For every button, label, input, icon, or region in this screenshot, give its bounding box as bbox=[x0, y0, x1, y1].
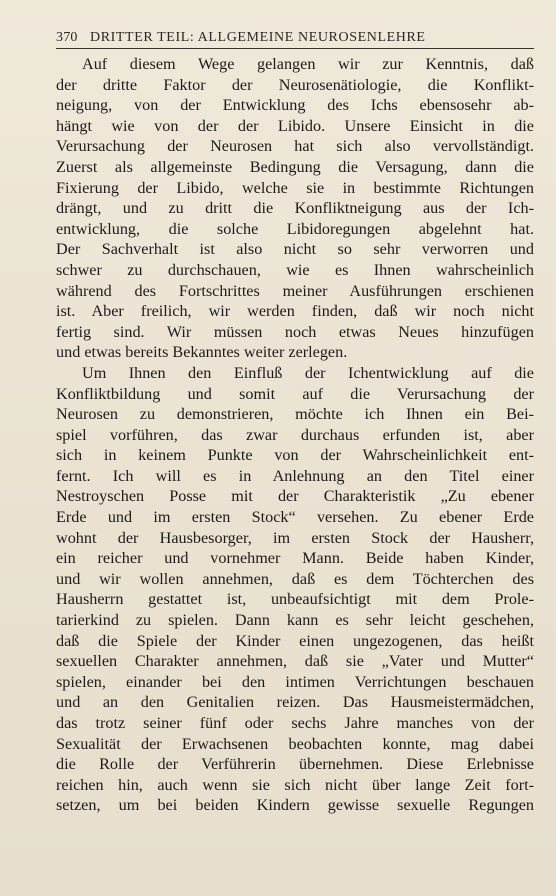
text-line: Neurosen zu demonstrieren, möchte ich Ihnen ein Bei- bbox=[56, 405, 534, 424]
header-rule bbox=[56, 48, 534, 49]
text-line: und etwas bereits Bekanntes weiter zerlegen. bbox=[56, 343, 348, 362]
text-line: während des Fortschrittes meiner Ausführungen erschienen bbox=[56, 281, 534, 300]
text-line: wohnt der Hausbesorger, im ersten Stock der Hausherr, bbox=[56, 528, 534, 547]
text-line: daß die Spiele der Kinder einen ungezogenen, das heißt bbox=[56, 631, 534, 650]
text-line: Erde und im ersten Stock“ versehen. Zu ebener Erde bbox=[56, 508, 534, 527]
page-header bbox=[56, 30, 532, 46]
text-line: sexuellen Charakter annehmen, daß sie „Vater und Mutter“ bbox=[56, 652, 534, 671]
text-line: und wir wollen annehmen, daß es dem Töchterchen des bbox=[56, 569, 534, 588]
text-line: ein reicher und vornehmer Mann. Beide haben Kinder, bbox=[56, 549, 534, 568]
text-line: spielen, einander bei den intimen Verrichtungen beschauen bbox=[56, 672, 534, 691]
text-line: Auf diesem Wege gelangen wir zur Kenntnis, daß bbox=[82, 55, 534, 73]
text-line: reichen hin, auch wenn sie sich nicht über lange Zeit fort- bbox=[56, 775, 534, 794]
text-line: Um Ihnen den Einfluß der Ichentwicklung auf die bbox=[82, 363, 534, 382]
text-line: die Rolle der Verführerin übernehmen. Diese Erlebnisse bbox=[56, 755, 534, 774]
text-line: Der Sachverhalt ist also nicht so sehr verworren und bbox=[56, 240, 534, 259]
text-line: sich in keinem Punkte von der Wahrscheinlichkeit ent- bbox=[56, 446, 534, 465]
text-line: ist. Aber freilich, wir werden finden, daß wir noch nicht bbox=[56, 302, 534, 321]
page-number: 370 bbox=[56, 30, 78, 45]
body-text bbox=[56, 54, 534, 816]
text-line: setzen, um bei beiden Kindern gewisse sexuelle Regungen bbox=[56, 796, 534, 815]
text-line: der dritte Faktor der Neurosenätiologie, die Konflikt- bbox=[56, 75, 534, 94]
text-line: hängt wie von der der Libido. Unsere Einsicht in die bbox=[56, 116, 534, 135]
text-line: fernt. Ich will es in Anlehnung an den Titel einer bbox=[56, 466, 534, 485]
text-line: neigung, von der Entwicklung des Ichs ebensosehr ab- bbox=[56, 96, 534, 115]
text-line: das trotz seiner fünf oder sechs Jahre manches von der bbox=[56, 714, 534, 732]
text-line: entwicklung, die solche Libidoregungen abgelehnt hat. bbox=[56, 219, 534, 238]
text-line: Fixierung der Libido, welche sie in bestimmte Richtungen bbox=[56, 178, 534, 197]
text-line: Sexualität der Erwachsenen beobachten konnte, mag dabei bbox=[56, 734, 534, 753]
text-line: schwer zu durchschauen, wie es Ihnen wahrscheinlich bbox=[56, 260, 534, 279]
text-line: Nestroyschen Posse mit der Charakteristik „Zu ebener bbox=[56, 487, 534, 506]
text-line: und an den Genitalien reizen. Das Hausmeistermädchen, bbox=[56, 693, 534, 712]
text-line: Hausherrn gestattet ist, unbeaufsichtigt mit dem Prole- bbox=[56, 590, 534, 609]
text-line: Konfliktbildung und somit auf die Verursachung der bbox=[56, 384, 534, 403]
running-title: DRITTER TEIL: ALLGEMEINE NEUROSENLEHRE bbox=[90, 30, 426, 45]
text-line: Zuerst als allgemeinste Bedingung die Versagung, dann die bbox=[56, 157, 534, 176]
text-line: drängt, und zu dritt die Konfliktneigung aus der Ich- bbox=[56, 199, 534, 218]
text-line: spiel vorführen, das zwar durchaus erfunden ist, aber bbox=[56, 425, 534, 444]
text-line: tarierkind zu spielen. Dann kann es sehr leicht geschehen, bbox=[56, 611, 534, 630]
text-line: Verursachung der Neurosen hat sich also vervollständigt. bbox=[56, 137, 534, 156]
text-line: fertig sind. Wir müssen noch etwas Neues hinzufügen bbox=[56, 322, 534, 341]
